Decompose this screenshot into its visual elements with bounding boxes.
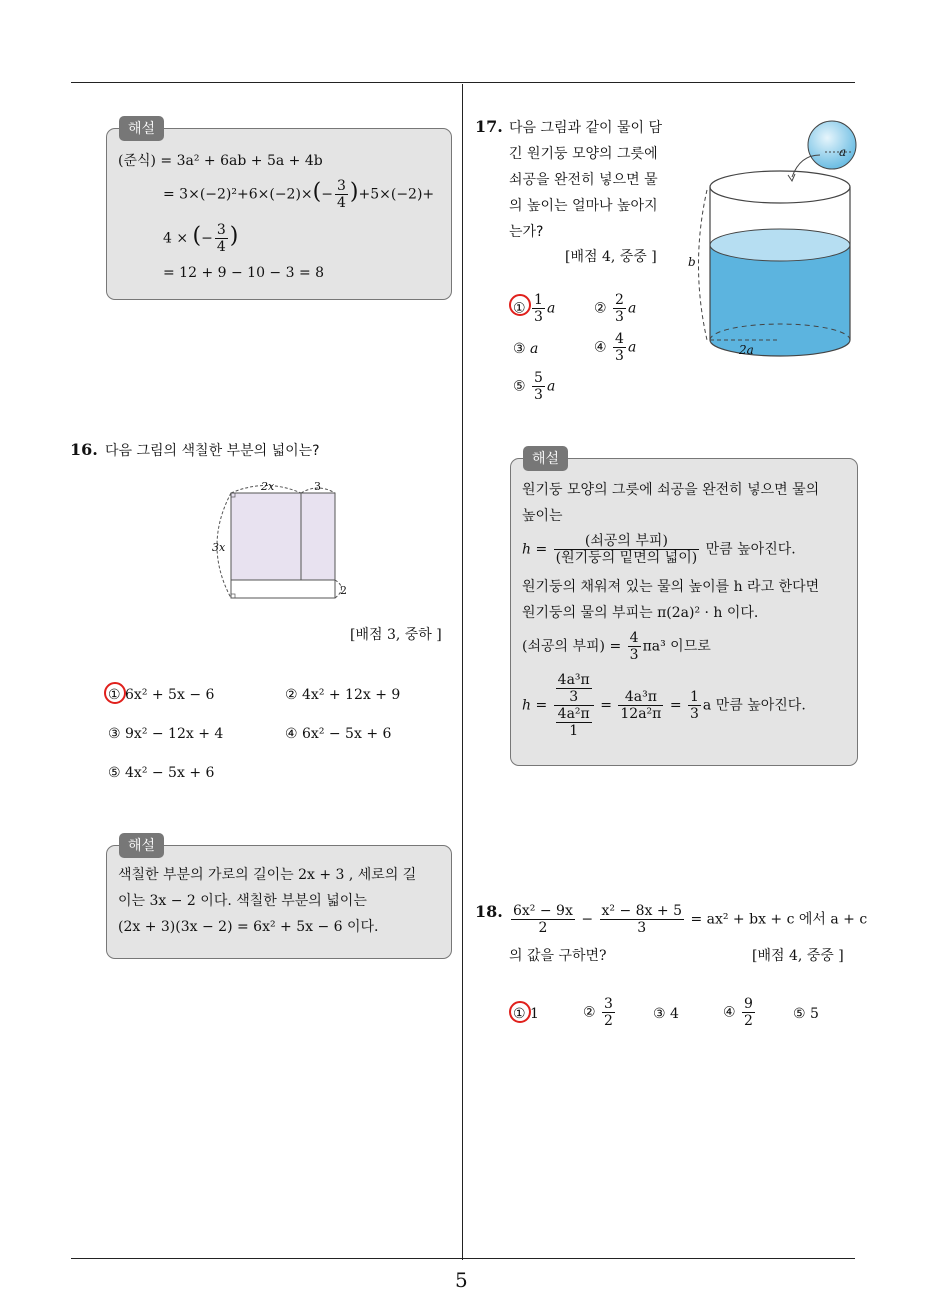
- q18-choice-2[interactable]: ② $\frac{3}{2}$: [583, 996, 613, 1029]
- q16-fig-label-3: 3: [314, 480, 321, 493]
- q17-line2: 긴 원기둥 모양의 그릇에: [509, 146, 658, 162]
- q17-line5: 는가?: [509, 224, 544, 240]
- q15-sol-line1: (준식) = 3a² + 6ab + 5a + 4b: [118, 153, 323, 169]
- column-divider: [462, 84, 463, 1260]
- q17-choice-5[interactable]: ⑤ $\frac{5}{3}$ a: [513, 370, 556, 403]
- q16-sol-line2: 이는 3x − 2 이다. 색칠한 부분의 넓이는: [118, 893, 367, 909]
- q17-fig-label-a: a: [839, 145, 847, 159]
- q16-choice-3[interactable]: ③ 9x² − 12x + 4: [108, 726, 224, 742]
- q18-equation: $\frac{\text{6x² − 9x}}{2}$ − $\frac{\text{x² − 8x + 5}}{3}$ = ax² + bx + c 에서 a + c: [513, 903, 868, 936]
- q16-number: 16.: [70, 440, 98, 459]
- q17-sol-line4: 원기둥의 채워져 있는 물의 높이를 h 라고 한다면: [522, 579, 820, 595]
- q17-sol-line6: (쇠공의 부피) = $\frac{4}{3}$ πa³ 이므로: [522, 630, 711, 663]
- bottom-rule: [71, 1258, 855, 1259]
- q17-figure: [685, 115, 865, 380]
- q16-fig-label-2x: 2x: [261, 480, 275, 493]
- top-rule: [71, 82, 855, 83]
- q17-sol-line1: 원기둥 모양의 그릇에 쇠공을 완전히 넣으면 물의: [522, 482, 820, 498]
- q18-choice-5[interactable]: ⑤ 5: [793, 1006, 819, 1022]
- q16-question: 다음 그림의 색칠한 부분의 넓이는?: [105, 443, 320, 459]
- q16-solution-tag: 해설: [119, 833, 164, 858]
- q17-points: [배점 4, 중중 ]: [565, 249, 657, 265]
- q15-sol-line2: = 3×(−2)²+6×(−2)×(− $\frac{3}{4}$ )+5×(−2)+: [163, 178, 435, 211]
- q16-sol-line1: 색칠한 부분의 가로의 길이는 2x + 3 , 세로의 길: [118, 867, 417, 883]
- q17-line3: 쇠공을 완전히 넣으면 물: [509, 172, 658, 188]
- q17-choice-2[interactable]: ② $\frac{2}{3}$ a: [594, 292, 637, 325]
- q17-sol-line7: h = $\frac{\frac{\text{4a³π}}{3}}{\frac{\text{4a²π}}{1}}$ = $\frac{\text{4a³π}}{\text{12a²π}}$ = $\frac{1}{3}$ a 만큼 높아진다.: [522, 672, 806, 739]
- q18-number: 18.: [475, 902, 503, 921]
- q18-choice-4[interactable]: ④ $\frac{9}{2}$: [723, 996, 753, 1029]
- q18-choice-1[interactable]: ① 1: [513, 1006, 539, 1022]
- q15-sol-line4: = 12 + 9 − 10 − 3 = 8: [163, 265, 325, 281]
- q16-fig-label-3x: 3x: [212, 541, 226, 554]
- q17-sol-line5: 원기둥의 물의 부피는 π(2a)² · h 이다.: [522, 605, 759, 621]
- q16-points: [배점 3, 중하 ]: [350, 627, 442, 643]
- q18-choice-3[interactable]: ③ 4: [653, 1006, 679, 1022]
- q16-choice-5[interactable]: ⑤ 4x² − 5x + 6: [108, 765, 215, 781]
- q17-fig-label-b: b: [688, 255, 696, 269]
- q16-sol-line3: (2x + 3)(3x − 2) = 6x² + 5x − 6 이다.: [118, 919, 379, 935]
- q15-solution-tag: 해설: [119, 116, 164, 141]
- page-number: 5: [455, 1268, 468, 1292]
- q16-choice-4[interactable]: ④ 6x² − 5x + 6: [285, 726, 392, 742]
- q17-choice-4[interactable]: ④ $\frac{4}{3}$ a: [594, 331, 637, 364]
- q16-figure: [208, 478, 358, 602]
- q16-choice-1[interactable]: ① 6x² + 5x − 6: [108, 687, 215, 703]
- q17-line1: 다음 그림과 같이 물이 담: [509, 120, 663, 136]
- q16-fig-label-2: 2: [340, 584, 347, 597]
- q17-sol-line3: h = $\frac{\text{(쇠공의 부피)}}{\text{(원기둥의 밑면의 넓이)}}$ 만큼 높아진다.: [522, 533, 796, 566]
- q17-fig-label-2a: 2a: [739, 343, 754, 357]
- q15-sol-line3: 4 × (− $\frac{3}{4}$ ): [163, 222, 239, 255]
- q17-line4: 의 높이는 얼마나 높아지: [509, 198, 658, 214]
- q16-choice-2[interactable]: ② 4x² + 12x + 9: [285, 687, 401, 703]
- q17-number: 17.: [475, 117, 503, 136]
- q17-solution-tag: 해설: [523, 446, 568, 471]
- q17-choice-1[interactable]: ① $\frac{1}{3}$ a: [513, 292, 556, 325]
- q17-choice-3[interactable]: ③ a: [513, 341, 539, 357]
- q17-sol-line2: 높이는: [522, 508, 563, 524]
- q18-line2: 의 값을 구하면?: [509, 948, 607, 964]
- q18-points: [배점 4, 중중 ]: [752, 948, 844, 964]
